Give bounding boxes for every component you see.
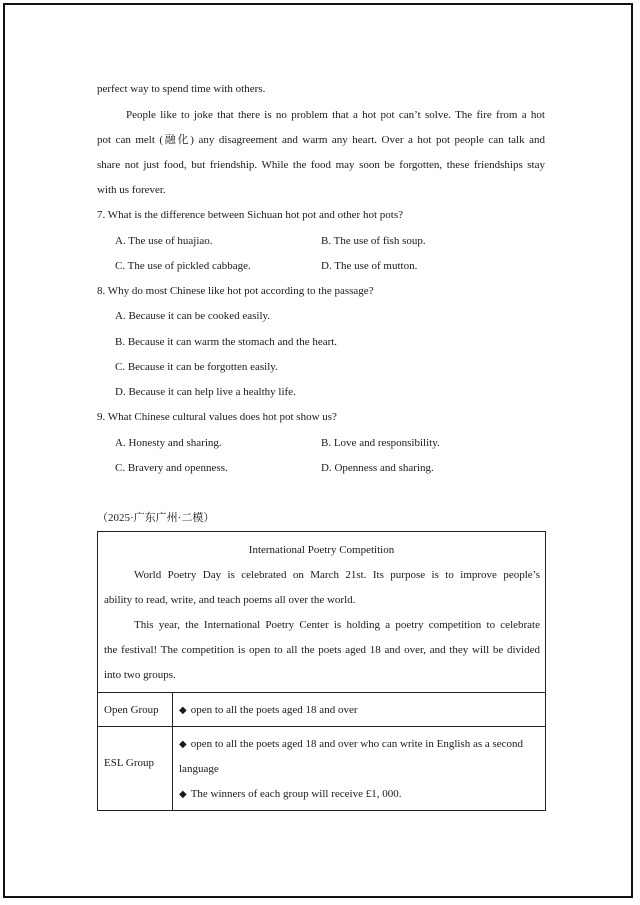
option-d: D. Openness and sharing. bbox=[321, 462, 434, 474]
diamond-bullet-icon: ◆ bbox=[179, 739, 187, 750]
group-item-text: open to all the poets aged 18 and over who can write in English as a second bbox=[190, 738, 524, 750]
option-c: C. The use of pickled cabbage. bbox=[115, 260, 251, 272]
option-a: A. Honesty and sharing. bbox=[115, 437, 222, 449]
group-item bbox=[179, 703, 358, 718]
poster-line: ability to read, write, and teach poems all over the world. bbox=[104, 594, 356, 606]
group-name-open: Open Group bbox=[104, 704, 159, 716]
passage-line: pot can melt (融化) any disagreement and warm any heart. Over a hot pot people can talk and bbox=[97, 134, 545, 146]
group-item bbox=[179, 787, 401, 802]
group-item-continuation: language bbox=[179, 763, 219, 775]
group-item-text: open to all the poets aged 18 and over bbox=[190, 704, 358, 716]
poster-title: International Poetry Competition bbox=[248, 544, 395, 556]
question-stem: 8. Why do most Chinese like hot pot according to the passage? bbox=[97, 285, 374, 297]
option-c: C. Because it can be forgotten easily. bbox=[115, 361, 278, 373]
poster-line: This year, the International Poetry Center is holding a poetry competition to celebrate bbox=[134, 619, 540, 631]
question-stem: 7. What is the difference between Sichuan hot pot and other hot pots? bbox=[97, 209, 403, 221]
passage-line: People like to joke that there is no problem that a hot pot can’t solve. The fire from a hot bbox=[126, 109, 545, 121]
group-item-text: The winners of each group will receive £1, 000. bbox=[190, 788, 402, 800]
poster-line: into two groups. bbox=[104, 669, 176, 681]
poster-box bbox=[97, 531, 546, 811]
option-a: A. The use of huajiao. bbox=[115, 235, 213, 247]
source-label: （2025·广东广州·二模） bbox=[97, 512, 215, 524]
table-divider bbox=[98, 692, 545, 693]
option-b: B. Love and responsibility. bbox=[321, 437, 440, 449]
option-d: D. The use of mutton. bbox=[321, 260, 418, 272]
question-stem: 9. What Chinese cultural values does hot pot show us? bbox=[97, 411, 337, 423]
passage-line: with us forever. bbox=[97, 184, 166, 196]
option-b: B. The use of fish soup. bbox=[321, 235, 426, 247]
passage-line: share not just food, but friendship. While the food may soon be forgotten, these friendships stay bbox=[97, 159, 545, 171]
group-item bbox=[179, 737, 523, 752]
option-a: A. Because it can be cooked easily. bbox=[115, 310, 271, 322]
group-name-esl: ESL Group bbox=[104, 757, 155, 769]
diamond-bullet-icon: ◆ bbox=[179, 705, 187, 716]
poster-line: World Poetry Day is celebrated on March 21st. Its purpose is to improve people’s bbox=[134, 569, 540, 581]
table-column-divider bbox=[172, 692, 173, 810]
option-b: B. Because it can warm the stomach and the heart. bbox=[115, 336, 338, 348]
option-d: D. Because it can help live a healthy life. bbox=[115, 386, 296, 398]
passage-line: perfect way to spend time with others. bbox=[97, 83, 266, 95]
option-c: C. Bravery and openness. bbox=[115, 462, 228, 474]
diamond-bullet-icon: ◆ bbox=[179, 789, 187, 800]
poster-line: the festival! The competition is open to all the poets aged 18 and over, and they will be divided bbox=[104, 644, 540, 656]
table-divider bbox=[98, 726, 545, 727]
